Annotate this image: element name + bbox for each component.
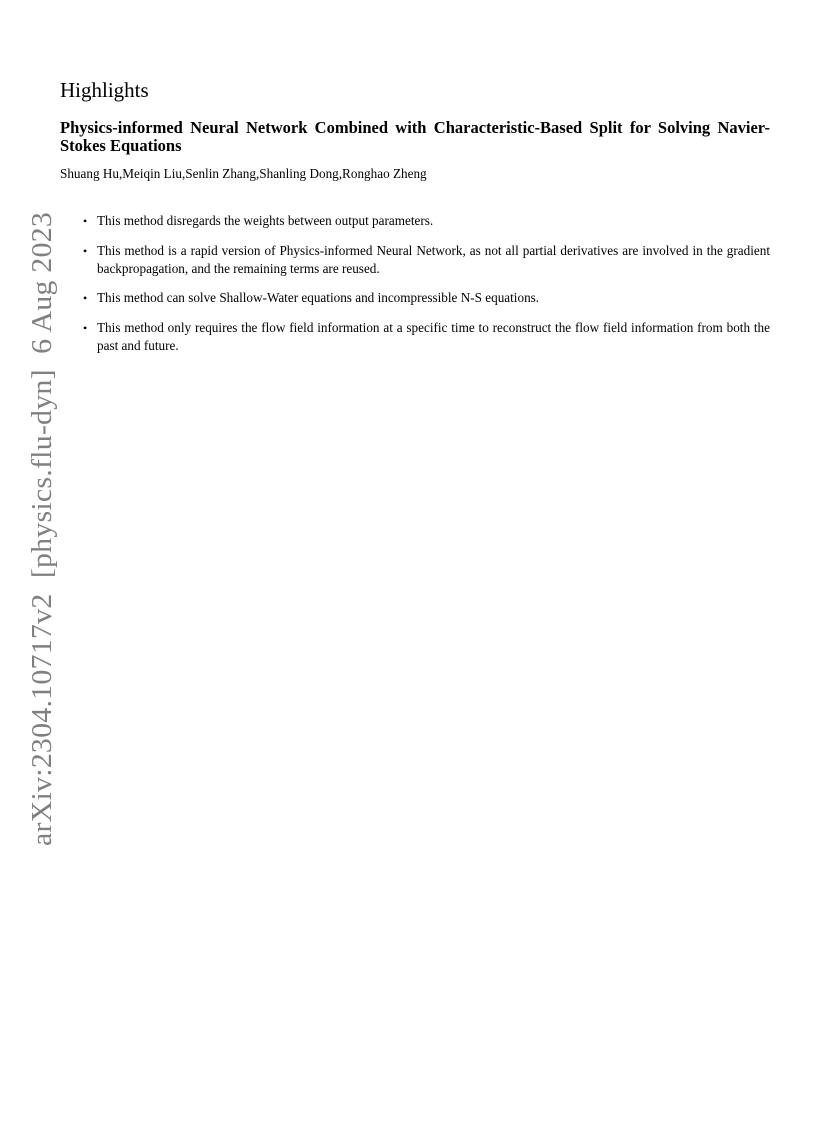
- highlight-item: [60, 319, 770, 355]
- arxiv-identifier: arXiv:2304.10717v2 [physics.flu-dyn] 6 Aug 2023: [27, 242, 58, 846]
- section-heading: Highlights: [60, 78, 149, 102]
- bullet-icon: •: [83, 214, 88, 228]
- arxiv-identifier-stamp: [24, 212, 60, 846]
- highlights-list: [60, 212, 770, 366]
- bullet-icon: •: [83, 320, 88, 335]
- highlight-item: [60, 212, 770, 230]
- highlight-text: This method can solve Shallow-Water equations and incompressible N-S equations.: [97, 290, 540, 305]
- highlight-text: This method is a rapid version of Physics-informed Neural Network, as not all partial derivatives are involved in the gradient backpropagation, and the remaining terms are reused.: [97, 242, 770, 276]
- highlight-item: [60, 289, 770, 307]
- bullet-icon: •: [83, 291, 88, 305]
- bullet-icon: •: [83, 243, 88, 258]
- author-list: Shuang Hu,Meiqin Liu,Senlin Zhang,Shanling Dong,Ronghao Zheng: [60, 166, 427, 181]
- highlight-text: This method only requires the flow field information at a specific time to reconstruct the flow field information from both the past and future.: [97, 319, 770, 353]
- paper-title: Physics-informed Neural Network Combined with Characteristic-Based Split for Solving Navier-Stokes Equations: [60, 118, 770, 155]
- highlight-item: [60, 242, 770, 278]
- highlight-text: This method disregards the weights between output parameters.: [97, 213, 434, 228]
